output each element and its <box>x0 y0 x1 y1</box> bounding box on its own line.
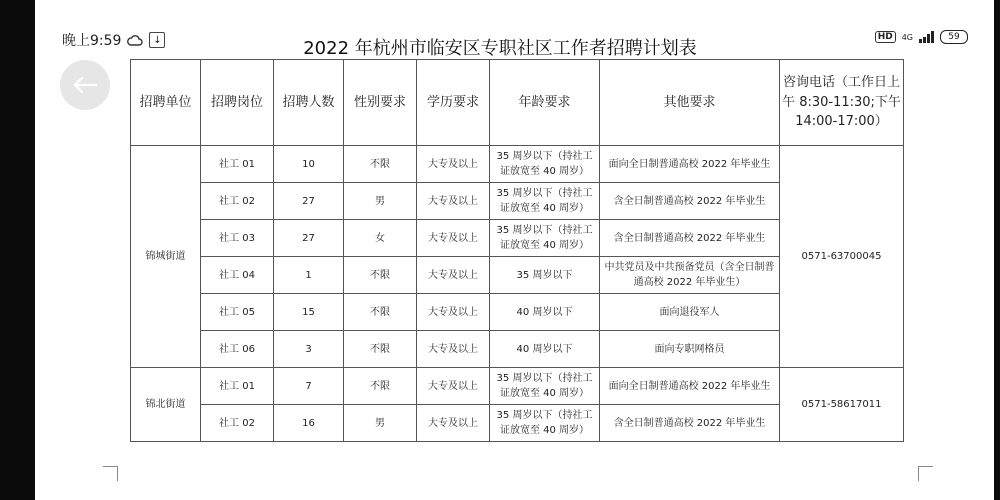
count-cell: 10 <box>274 146 344 183</box>
header-count: 招聘人数 <box>274 60 344 146</box>
gender-cell: 男 <box>344 183 417 220</box>
age-cell: 35 周岁以下（持社工证放宽至 40 周岁） <box>490 146 600 183</box>
education-cell: 大专及以上 <box>417 220 490 257</box>
count-cell: 1 <box>274 257 344 294</box>
back-button[interactable] <box>60 60 110 110</box>
post-cell: 社工 01 <box>201 368 274 405</box>
gender-cell: 不限 <box>344 331 417 368</box>
education-cell: 大专及以上 <box>417 146 490 183</box>
count-cell: 15 <box>274 294 344 331</box>
header-other: 其他要求 <box>600 60 780 146</box>
table-row <box>131 368 904 405</box>
gender-cell: 男 <box>344 405 417 442</box>
other-cell: 含全日制普通高校 2022 年毕业生 <box>600 405 780 442</box>
table-row <box>131 146 904 183</box>
post-cell: 社工 05 <box>201 294 274 331</box>
hd-badge: HD <box>875 31 896 43</box>
status-time: 晚上9:59 <box>62 33 122 49</box>
post-cell: 社工 03 <box>201 220 274 257</box>
crop-corner-right <box>918 466 933 481</box>
header-age: 年龄要求 <box>490 60 600 146</box>
header-education: 学历要求 <box>417 60 490 146</box>
document-title: 2022 年杭州市临安区专职社区工作者招聘计划表 <box>303 38 697 59</box>
other-cell: 面向退役军人 <box>600 294 780 331</box>
other-cell: 面向全日制普通高校 2022 年毕业生 <box>600 368 780 405</box>
other-cell: 含全日制普通高校 2022 年毕业生 <box>600 183 780 220</box>
gender-cell: 不限 <box>344 146 417 183</box>
unit-cell: 锦北街道 <box>131 368 201 442</box>
age-cell: 35 周岁以下 <box>490 257 600 294</box>
header-post: 招聘岗位 <box>201 60 274 146</box>
recruitment-table <box>130 59 904 442</box>
education-cell: 大专及以上 <box>417 368 490 405</box>
age-cell: 35 周岁以下（持社工证放宽至 40 周岁） <box>490 405 600 442</box>
count-cell: 7 <box>274 368 344 405</box>
phone-cell: 0571-63700045 <box>780 146 904 368</box>
age-cell: 35 周岁以下（持社工证放宽至 40 周岁） <box>490 183 600 220</box>
post-cell: 社工 04 <box>201 257 274 294</box>
phone-cell: 0571-58617011 <box>780 368 904 442</box>
other-cell: 中共党员及中共预备党员（含全日制普通高校 2022 年毕业生） <box>600 257 780 294</box>
gender-cell: 不限 <box>344 368 417 405</box>
download-icon: ↓ <box>149 32 165 48</box>
count-cell: 16 <box>274 405 344 442</box>
left-dark-strip <box>0 0 35 500</box>
education-cell: 大专及以上 <box>417 257 490 294</box>
right-dark-strip <box>994 0 1000 500</box>
age-cell: 35 周岁以下（持社工证放宽至 40 周岁） <box>490 220 600 257</box>
gender-cell: 不限 <box>344 294 417 331</box>
crop-corner-left <box>103 466 118 481</box>
age-cell: 35 周岁以下（持社工证放宽至 40 周岁） <box>490 368 600 405</box>
table-header-row <box>131 60 904 146</box>
education-cell: 大专及以上 <box>417 294 490 331</box>
other-cell: 面向全日制普通高校 2022 年毕业生 <box>600 146 780 183</box>
other-cell: 面向专职网格员 <box>600 331 780 368</box>
age-cell: 40 周岁以下 <box>490 331 600 368</box>
post-cell: 社工 02 <box>201 405 274 442</box>
post-cell: 社工 02 <box>201 183 274 220</box>
header-unit: 招聘单位 <box>131 60 201 146</box>
gender-cell: 不限 <box>344 257 417 294</box>
unit-cell: 锦城街道 <box>131 146 201 368</box>
count-cell: 27 <box>274 220 344 257</box>
count-cell: 3 <box>274 331 344 368</box>
post-cell: 社工 01 <box>201 146 274 183</box>
age-cell: 40 周岁以下 <box>490 294 600 331</box>
battery-level: 59 <box>948 32 960 42</box>
back-arrow-icon <box>72 75 98 95</box>
header-gender: 性别要求 <box>344 60 417 146</box>
other-cell: 含全日制普通高校 2022 年毕业生 <box>600 220 780 257</box>
network-label: 4G <box>901 32 913 42</box>
post-cell: 社工 06 <box>201 331 274 368</box>
education-cell: 大专及以上 <box>417 183 490 220</box>
gender-cell: 女 <box>344 220 417 257</box>
education-cell: 大专及以上 <box>417 331 490 368</box>
education-cell: 大专及以上 <box>417 405 490 442</box>
count-cell: 27 <box>274 183 344 220</box>
header-phone: 咨询电话（工作日上午 8:30-11:30;下午 14:00-17:00） <box>780 60 904 146</box>
